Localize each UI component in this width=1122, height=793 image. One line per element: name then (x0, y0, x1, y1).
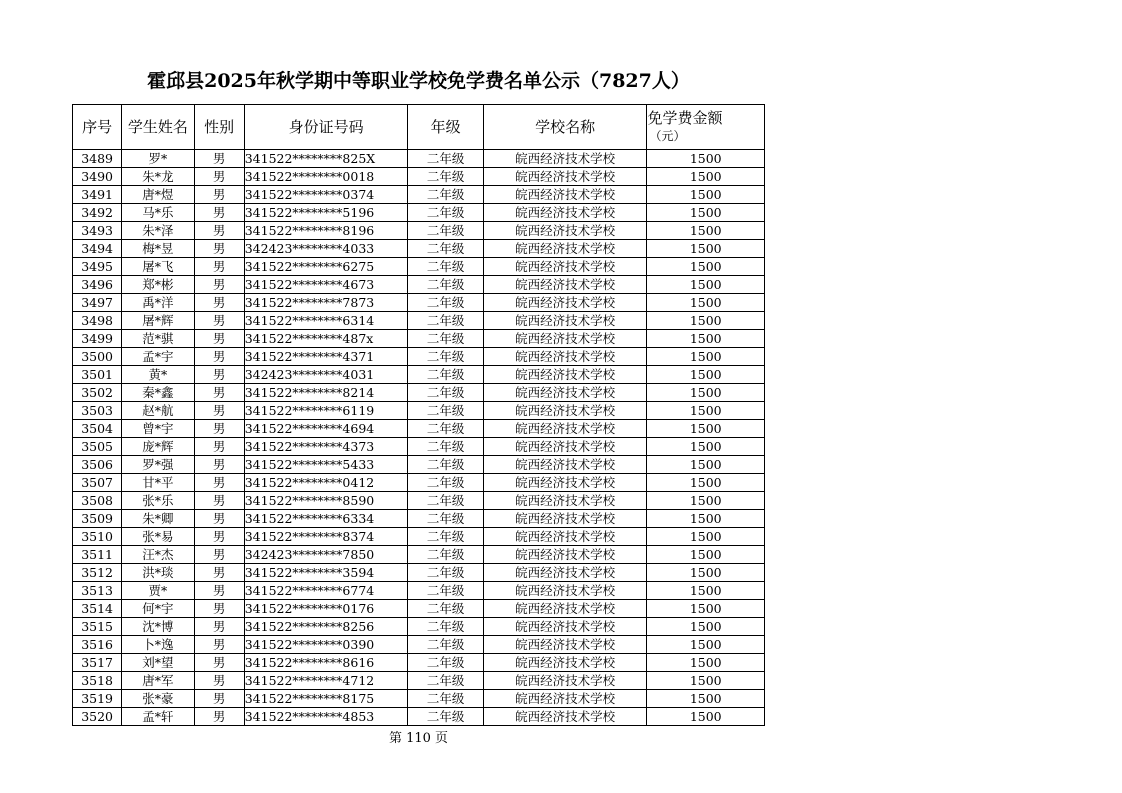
cell-id-number: 342423********7850 (244, 546, 408, 564)
cell-seq: 3512 (73, 564, 122, 582)
cell-seq: 3501 (73, 366, 122, 384)
table-row (73, 582, 765, 600)
cell-grade: 二年级 (408, 420, 483, 438)
cell-grade: 二年级 (408, 276, 483, 294)
cell-school-name: 皖西经济技术学校 (483, 222, 647, 240)
cell-grade: 二年级 (408, 330, 483, 348)
cell-id-number: 341522********6275 (244, 258, 408, 276)
table-row (73, 672, 765, 690)
header-amount (647, 105, 765, 150)
cell-seq: 3495 (73, 258, 122, 276)
cell-gender: 男 (194, 240, 244, 258)
table-body (73, 150, 765, 726)
cell-seq: 3489 (73, 150, 122, 168)
cell-seq: 3499 (73, 330, 122, 348)
cell-seq: 3492 (73, 204, 122, 222)
cell-grade: 二年级 (408, 708, 483, 726)
cell-seq: 3519 (73, 690, 122, 708)
cell-student-name: 唐*军 (122, 672, 194, 690)
cell-school-name: 皖西经济技术学校 (483, 708, 647, 726)
cell-seq: 3509 (73, 510, 122, 528)
cell-amount: 1500 (647, 366, 765, 384)
table-row (73, 564, 765, 582)
cell-grade: 二年级 (408, 564, 483, 582)
cell-amount: 1500 (647, 294, 765, 312)
cell-gender: 男 (194, 528, 244, 546)
cell-gender: 男 (194, 312, 244, 330)
cell-id-number: 341522********4371 (244, 348, 408, 366)
cell-amount: 1500 (647, 600, 765, 618)
cell-gender: 男 (194, 492, 244, 510)
cell-amount: 1500 (647, 708, 765, 726)
cell-gender: 男 (194, 258, 244, 276)
cell-seq: 3504 (73, 420, 122, 438)
cell-school-name: 皖西经济技术学校 (483, 204, 647, 222)
cell-seq: 3513 (73, 582, 122, 600)
cell-grade: 二年级 (408, 168, 483, 186)
cell-gender: 男 (194, 438, 244, 456)
table-row (73, 384, 765, 402)
table-row (73, 150, 765, 168)
cell-student-name: 罗* (122, 150, 194, 168)
cell-school-name: 皖西经济技术学校 (483, 672, 647, 690)
cell-school-name: 皖西经济技术学校 (483, 240, 647, 258)
cell-amount: 1500 (647, 402, 765, 420)
cell-id-number: 341522********4853 (244, 708, 408, 726)
table-row (73, 456, 765, 474)
cell-school-name: 皖西经济技术学校 (483, 510, 647, 528)
cell-amount: 1500 (647, 582, 765, 600)
cell-grade: 二年级 (408, 222, 483, 240)
cell-school-name: 皖西经济技术学校 (483, 528, 647, 546)
table-row (73, 222, 765, 240)
cell-seq: 3500 (73, 348, 122, 366)
cell-grade: 二年级 (408, 510, 483, 528)
cell-student-name: 朱*卿 (122, 510, 194, 528)
cell-grade: 二年级 (408, 186, 483, 204)
cell-grade: 二年级 (408, 384, 483, 402)
cell-school-name: 皖西经济技术学校 (483, 384, 647, 402)
cell-grade: 二年级 (408, 600, 483, 618)
cell-grade: 二年级 (408, 366, 483, 384)
cell-school-name: 皖西经济技术学校 (483, 150, 647, 168)
header-school: 学校名称 (483, 105, 647, 150)
cell-amount: 1500 (647, 348, 765, 366)
cell-student-name: 卜*逸 (122, 636, 194, 654)
cell-gender: 男 (194, 402, 244, 420)
cell-school-name: 皖西经济技术学校 (483, 258, 647, 276)
cell-seq: 3505 (73, 438, 122, 456)
table-row (73, 636, 765, 654)
cell-seq: 3508 (73, 492, 122, 510)
cell-seq: 3490 (73, 168, 122, 186)
header-gender: 性别 (194, 105, 244, 150)
cell-gender: 男 (194, 708, 244, 726)
cell-school-name: 皖西经济技术学校 (483, 420, 647, 438)
cell-seq: 3498 (73, 312, 122, 330)
cell-student-name: 秦*鑫 (122, 384, 194, 402)
cell-amount: 1500 (647, 618, 765, 636)
cell-grade: 二年级 (408, 618, 483, 636)
cell-amount: 1500 (647, 636, 765, 654)
cell-grade: 二年级 (408, 348, 483, 366)
cell-grade: 二年级 (408, 492, 483, 510)
cell-student-name: 赵*航 (122, 402, 194, 420)
cell-id-number: 341522********8374 (244, 528, 408, 546)
cell-school-name: 皖西经济技术学校 (483, 546, 647, 564)
table-row (73, 690, 765, 708)
cell-id-number: 341522********4373 (244, 438, 408, 456)
cell-amount: 1500 (647, 186, 765, 204)
table-row (73, 204, 765, 222)
table-row (73, 294, 765, 312)
cell-student-name: 禹*洋 (122, 294, 194, 312)
table-row (73, 492, 765, 510)
cell-id-number: 341522********4673 (244, 276, 408, 294)
cell-amount: 1500 (647, 690, 765, 708)
cell-seq: 3503 (73, 402, 122, 420)
cell-school-name: 皖西经济技术学校 (483, 582, 647, 600)
cell-school-name: 皖西经济技术学校 (483, 438, 647, 456)
cell-amount: 1500 (647, 564, 765, 582)
cell-student-name: 洪*琰 (122, 564, 194, 582)
cell-gender: 男 (194, 186, 244, 204)
table-row (73, 708, 765, 726)
cell-school-name: 皖西经济技术学校 (483, 690, 647, 708)
table-row (73, 240, 765, 258)
cell-id-number: 341522********6334 (244, 510, 408, 528)
cell-student-name: 郑*彬 (122, 276, 194, 294)
cell-school-name: 皖西经济技术学校 (483, 600, 647, 618)
cell-grade: 二年级 (408, 654, 483, 672)
table-row (73, 618, 765, 636)
cell-id-number: 341522********6119 (244, 402, 408, 420)
cell-gender: 男 (194, 636, 244, 654)
cell-amount: 1500 (647, 276, 765, 294)
cell-school-name: 皖西经济技术学校 (483, 294, 647, 312)
table-row (73, 366, 765, 384)
header-amount-label: 免学费金额 (647, 109, 723, 127)
cell-grade: 二年级 (408, 474, 483, 492)
cell-amount: 1500 (647, 222, 765, 240)
cell-seq: 3510 (73, 528, 122, 546)
roster-table (72, 104, 765, 726)
cell-gender: 男 (194, 420, 244, 438)
cell-seq: 3493 (73, 222, 122, 240)
table-header-row (73, 105, 765, 150)
table-row (73, 348, 765, 366)
cell-seq: 3520 (73, 708, 122, 726)
cell-amount: 1500 (647, 510, 765, 528)
cell-grade: 二年级 (408, 240, 483, 258)
cell-gender: 男 (194, 384, 244, 402)
cell-id-number: 342423********4033 (244, 240, 408, 258)
cell-id-number: 341522********5433 (244, 456, 408, 474)
header-grade: 年级 (408, 105, 483, 150)
cell-grade: 二年级 (408, 528, 483, 546)
cell-school-name: 皖西经济技术学校 (483, 564, 647, 582)
cell-school-name: 皖西经济技术学校 (483, 636, 647, 654)
cell-amount: 1500 (647, 528, 765, 546)
cell-id-number: 342423********4031 (244, 366, 408, 384)
cell-id-number: 341522********7873 (244, 294, 408, 312)
cell-amount: 1500 (647, 492, 765, 510)
cell-seq: 3516 (73, 636, 122, 654)
cell-grade: 二年级 (408, 582, 483, 600)
table-row (73, 528, 765, 546)
cell-id-number: 341522********4712 (244, 672, 408, 690)
cell-id-number: 341522********0176 (244, 600, 408, 618)
cell-school-name: 皖西经济技术学校 (483, 312, 647, 330)
cell-gender: 男 (194, 654, 244, 672)
cell-student-name: 屠*辉 (122, 312, 194, 330)
cell-school-name: 皖西经济技术学校 (483, 348, 647, 366)
table-row (73, 420, 765, 438)
cell-id-number: 341522********5196 (244, 204, 408, 222)
cell-seq: 3496 (73, 276, 122, 294)
cell-gender: 男 (194, 618, 244, 636)
cell-gender: 男 (194, 168, 244, 186)
cell-gender: 男 (194, 474, 244, 492)
cell-student-name: 曾*宇 (122, 420, 194, 438)
cell-id-number: 341522********8616 (244, 654, 408, 672)
cell-gender: 男 (194, 582, 244, 600)
cell-grade: 二年级 (408, 402, 483, 420)
cell-student-name: 范*骐 (122, 330, 194, 348)
table-row (73, 330, 765, 348)
cell-amount: 1500 (647, 258, 765, 276)
cell-gender: 男 (194, 204, 244, 222)
cell-gender: 男 (194, 690, 244, 708)
cell-school-name: 皖西经济技术学校 (483, 330, 647, 348)
cell-seq: 3518 (73, 672, 122, 690)
cell-school-name: 皖西经济技术学校 (483, 654, 647, 672)
page-number: 第 110 页 (388, 731, 449, 746)
cell-amount: 1500 (647, 168, 765, 186)
cell-gender: 男 (194, 564, 244, 582)
cell-seq: 3491 (73, 186, 122, 204)
cell-student-name: 孟*轩 (122, 708, 194, 726)
cell-id-number: 341522********8256 (244, 618, 408, 636)
cell-id-number: 341522********8175 (244, 690, 408, 708)
cell-id-number: 341522********0374 (244, 186, 408, 204)
cell-id-number: 341522********8590 (244, 492, 408, 510)
cell-id-number: 341522********6774 (244, 582, 408, 600)
cell-grade: 二年级 (408, 690, 483, 708)
cell-gender: 男 (194, 294, 244, 312)
cell-student-name: 罗*强 (122, 456, 194, 474)
cell-school-name: 皖西经济技术学校 (483, 168, 647, 186)
cell-seq: 3515 (73, 618, 122, 636)
cell-amount: 1500 (647, 420, 765, 438)
cell-gender: 男 (194, 672, 244, 690)
cell-id-number: 341522********4694 (244, 420, 408, 438)
cell-student-name: 唐*煜 (122, 186, 194, 204)
cell-gender: 男 (194, 330, 244, 348)
cell-amount: 1500 (647, 150, 765, 168)
cell-gender: 男 (194, 600, 244, 618)
cell-amount: 1500 (647, 204, 765, 222)
cell-seq: 3514 (73, 600, 122, 618)
table-row (73, 168, 765, 186)
cell-grade: 二年级 (408, 672, 483, 690)
cell-grade: 二年级 (408, 150, 483, 168)
cell-amount: 1500 (647, 240, 765, 258)
table-row (73, 276, 765, 294)
cell-gender: 男 (194, 510, 244, 528)
table-row (73, 510, 765, 528)
cell-gender: 男 (194, 546, 244, 564)
cell-school-name: 皖西经济技术学校 (483, 492, 647, 510)
header-id: 身份证号码 (244, 105, 408, 150)
cell-id-number: 341522********8196 (244, 222, 408, 240)
cell-gender: 男 (194, 150, 244, 168)
cell-gender: 男 (194, 222, 244, 240)
cell-student-name: 孟*宇 (122, 348, 194, 366)
table-row (73, 186, 765, 204)
page-title: 霍邱县2025年秋学期中等职业学校免学费名单公示（7827人） (147, 70, 690, 92)
cell-id-number: 341522********0018 (244, 168, 408, 186)
cell-grade: 二年级 (408, 312, 483, 330)
cell-student-name: 黄* (122, 366, 194, 384)
cell-school-name: 皖西经济技术学校 (483, 402, 647, 420)
cell-grade: 二年级 (408, 204, 483, 222)
cell-grade: 二年级 (408, 546, 483, 564)
cell-student-name: 刘*望 (122, 654, 194, 672)
header-name: 学生姓名 (122, 105, 194, 150)
cell-school-name: 皖西经济技术学校 (483, 474, 647, 492)
cell-student-name: 汪*杰 (122, 546, 194, 564)
cell-student-name: 甘*平 (122, 474, 194, 492)
cell-seq: 3517 (73, 654, 122, 672)
cell-amount: 1500 (647, 438, 765, 456)
table-row (73, 258, 765, 276)
cell-amount: 1500 (647, 456, 765, 474)
cell-id-number: 341522********0390 (244, 636, 408, 654)
table-row (73, 654, 765, 672)
cell-gender: 男 (194, 366, 244, 384)
cell-gender: 男 (194, 348, 244, 366)
cell-seq: 3502 (73, 384, 122, 402)
cell-seq: 3507 (73, 474, 122, 492)
cell-grade: 二年级 (408, 258, 483, 276)
cell-gender: 男 (194, 456, 244, 474)
cell-school-name: 皖西经济技术学校 (483, 186, 647, 204)
cell-student-name: 庞*辉 (122, 438, 194, 456)
header-seq: 序号 (73, 105, 122, 150)
cell-gender: 男 (194, 276, 244, 294)
cell-seq: 3511 (73, 546, 122, 564)
cell-amount: 1500 (647, 384, 765, 402)
cell-school-name: 皖西经济技术学校 (483, 366, 647, 384)
cell-amount: 1500 (647, 330, 765, 348)
table-row (73, 312, 765, 330)
cell-id-number: 341522********487x (244, 330, 408, 348)
cell-student-name: 朱*泽 (122, 222, 194, 240)
cell-id-number: 341522********6314 (244, 312, 408, 330)
table-row (73, 474, 765, 492)
cell-seq: 3494 (73, 240, 122, 258)
header-amount-unit: （元） (649, 129, 686, 143)
cell-id-number: 341522********8214 (244, 384, 408, 402)
cell-id-number: 341522********3594 (244, 564, 408, 582)
cell-seq: 3506 (73, 456, 122, 474)
table-row (73, 600, 765, 618)
cell-grade: 二年级 (408, 438, 483, 456)
table-row (73, 402, 765, 420)
table-row (73, 438, 765, 456)
cell-student-name: 张*豪 (122, 690, 194, 708)
cell-student-name: 梅*昱 (122, 240, 194, 258)
cell-student-name: 张*乐 (122, 492, 194, 510)
cell-id-number: 341522********0412 (244, 474, 408, 492)
cell-student-name: 沈*博 (122, 618, 194, 636)
cell-amount: 1500 (647, 474, 765, 492)
cell-amount: 1500 (647, 654, 765, 672)
cell-school-name: 皖西经济技术学校 (483, 618, 647, 636)
cell-id-number: 341522********825X (244, 150, 408, 168)
cell-amount: 1500 (647, 546, 765, 564)
cell-student-name: 朱*龙 (122, 168, 194, 186)
cell-seq: 3497 (73, 294, 122, 312)
cell-student-name: 张*易 (122, 528, 194, 546)
cell-amount: 1500 (647, 312, 765, 330)
table-row (73, 546, 765, 564)
cell-student-name: 贾* (122, 582, 194, 600)
cell-school-name: 皖西经济技术学校 (483, 276, 647, 294)
cell-student-name: 屠*飞 (122, 258, 194, 276)
cell-amount: 1500 (647, 672, 765, 690)
cell-grade: 二年级 (408, 636, 483, 654)
cell-student-name: 马*乐 (122, 204, 194, 222)
cell-school-name: 皖西经济技术学校 (483, 456, 647, 474)
cell-grade: 二年级 (408, 294, 483, 312)
cell-student-name: 何*宇 (122, 600, 194, 618)
cell-grade: 二年级 (408, 456, 483, 474)
